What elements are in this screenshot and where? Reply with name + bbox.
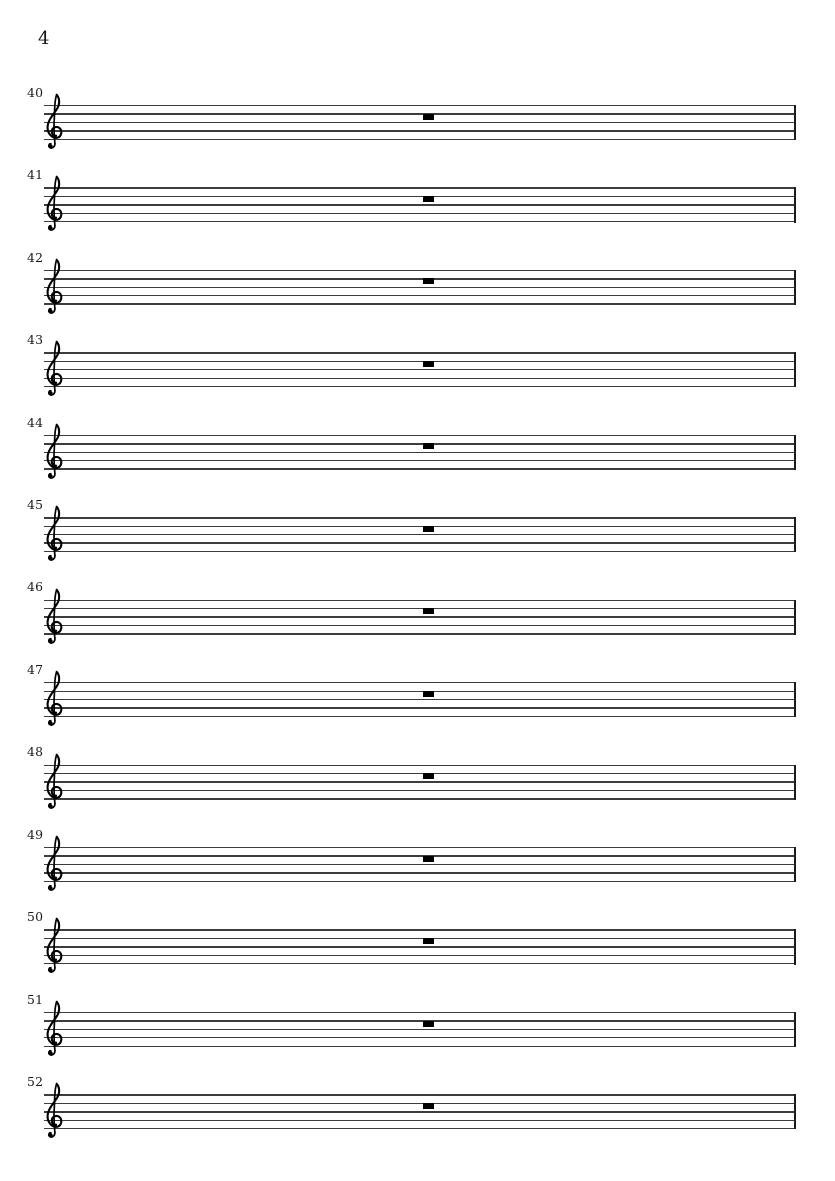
staff-line	[44, 295, 796, 296]
whole-rest-icon	[423, 278, 434, 284]
staff-line	[44, 765, 796, 766]
measure-number-label: 45	[27, 496, 44, 512]
staff-line	[44, 287, 796, 288]
staff-line	[44, 361, 796, 362]
treble-clef-icon	[45, 588, 63, 646]
measure-number-label: 49	[27, 826, 44, 842]
whole-rest-icon	[423, 856, 434, 862]
staff-line	[44, 716, 796, 717]
measure-number-label: 41	[27, 167, 44, 183]
treble-clef-icon	[45, 93, 63, 151]
staff-line	[44, 526, 796, 527]
staff-line	[44, 303, 796, 304]
measure-number-label: 50	[27, 909, 44, 925]
staff-line	[44, 633, 796, 634]
barline	[794, 847, 796, 882]
staff-line	[44, 699, 796, 700]
measure-number-label: 52	[27, 1074, 44, 1090]
staff-line	[44, 1029, 796, 1030]
whole-rest-icon	[423, 526, 434, 532]
staff-system	[0, 579, 835, 658]
staff-line	[44, 707, 796, 708]
whole-rest-icon	[423, 1021, 434, 1027]
staff-line	[44, 1020, 796, 1021]
staff-line	[44, 798, 796, 799]
whole-rest-icon	[423, 1103, 434, 1109]
staff-line	[44, 963, 796, 964]
measure-number-label: 46	[27, 579, 44, 595]
staff-line	[44, 130, 796, 131]
staff-line	[44, 1111, 796, 1112]
measure-number-label: 43	[27, 332, 44, 348]
staff-line	[44, 691, 796, 692]
barline	[794, 682, 796, 717]
staff-line	[44, 270, 796, 271]
barline	[794, 1012, 796, 1047]
staff-line	[44, 946, 796, 947]
staff-line	[44, 452, 796, 453]
whole-rest-icon	[423, 938, 434, 944]
staff-system	[0, 826, 835, 906]
barline	[794, 435, 796, 470]
treble-clef-icon	[45, 175, 63, 233]
staff-line	[44, 616, 796, 617]
staff-line	[44, 938, 796, 939]
staff-line	[44, 122, 796, 123]
staff-line	[44, 443, 796, 444]
staff-line	[44, 221, 796, 222]
staff-system	[0, 496, 835, 576]
whole-rest-icon	[423, 443, 434, 449]
treble-clef-icon	[45, 505, 63, 563]
staff-line	[44, 1094, 796, 1095]
barline	[794, 1094, 796, 1129]
staff-system	[0, 744, 835, 823]
staff-line	[44, 517, 796, 518]
staff-line	[44, 187, 796, 188]
treble-clef-icon	[45, 917, 63, 975]
staff-line	[44, 682, 796, 683]
staff-line	[44, 625, 796, 626]
staff-line	[44, 881, 796, 882]
staff-line	[44, 468, 796, 469]
staff-line	[44, 113, 796, 114]
treble-clef-icon	[45, 423, 63, 481]
staff-system	[0, 909, 835, 988]
staff-line	[44, 1012, 796, 1013]
whole-rest-icon	[423, 773, 434, 779]
treble-clef-icon	[45, 753, 63, 811]
measure-number-label: 47	[27, 661, 44, 677]
staff-line	[44, 929, 796, 930]
measure-number-label: 40	[27, 84, 44, 100]
staff-line	[44, 213, 796, 214]
staff-line	[44, 864, 796, 865]
staff-line	[44, 386, 796, 387]
staff-line	[44, 872, 796, 873]
staff-line	[44, 196, 796, 197]
barline	[794, 517, 796, 552]
staff-system	[0, 1074, 835, 1153]
staff-line	[44, 551, 796, 552]
staff-line	[44, 278, 796, 279]
page-number: 4	[38, 28, 50, 49]
barline	[794, 352, 796, 387]
staff-line	[44, 105, 796, 106]
treble-clef-icon	[45, 835, 63, 893]
staff-line	[44, 1046, 796, 1047]
staff-system	[0, 84, 835, 164]
staff-line	[44, 1037, 796, 1038]
treble-clef-icon	[45, 670, 63, 728]
barline	[794, 929, 796, 964]
staff-system	[0, 167, 835, 246]
treble-clef-icon	[45, 1000, 63, 1058]
barline	[794, 105, 796, 140]
staff-line	[44, 352, 796, 353]
staff-line	[44, 781, 796, 782]
staff-line	[44, 460, 796, 461]
barline	[794, 600, 796, 635]
whole-rest-icon	[423, 114, 434, 120]
whole-rest-icon	[423, 361, 434, 367]
staff-line	[44, 139, 796, 140]
treble-clef-icon	[45, 1082, 63, 1140]
staff-line	[44, 790, 796, 791]
barline	[794, 270, 796, 305]
staff-line	[44, 369, 796, 370]
staff-line	[44, 773, 796, 774]
whole-rest-icon	[423, 608, 434, 614]
measure-number-label: 48	[27, 744, 44, 760]
staff-line	[44, 847, 796, 848]
staff-line	[44, 534, 796, 535]
whole-rest-icon	[423, 691, 434, 697]
staff-line	[44, 204, 796, 205]
staff-line	[44, 600, 796, 601]
whole-rest-icon	[423, 196, 434, 202]
measure-number-label: 44	[27, 414, 44, 430]
staff-line	[44, 855, 796, 856]
measure-number-label: 51	[27, 991, 44, 1007]
staff-system	[0, 414, 835, 494]
staff-line	[44, 542, 796, 543]
staff-line	[44, 378, 796, 379]
staff-system	[0, 661, 835, 741]
staff-line	[44, 608, 796, 609]
staff-system	[0, 332, 835, 411]
barline	[794, 765, 796, 800]
treble-clef-icon	[45, 340, 63, 398]
measure-number-label: 42	[27, 249, 44, 265]
treble-clef-icon	[45, 258, 63, 316]
staff-line	[44, 1128, 796, 1129]
staff-line	[44, 955, 796, 956]
barline	[794, 187, 796, 222]
staff-line	[44, 1103, 796, 1104]
staff-system	[0, 249, 835, 329]
staff-line	[44, 435, 796, 436]
staff-system	[0, 991, 835, 1071]
staff-line	[44, 1120, 796, 1121]
